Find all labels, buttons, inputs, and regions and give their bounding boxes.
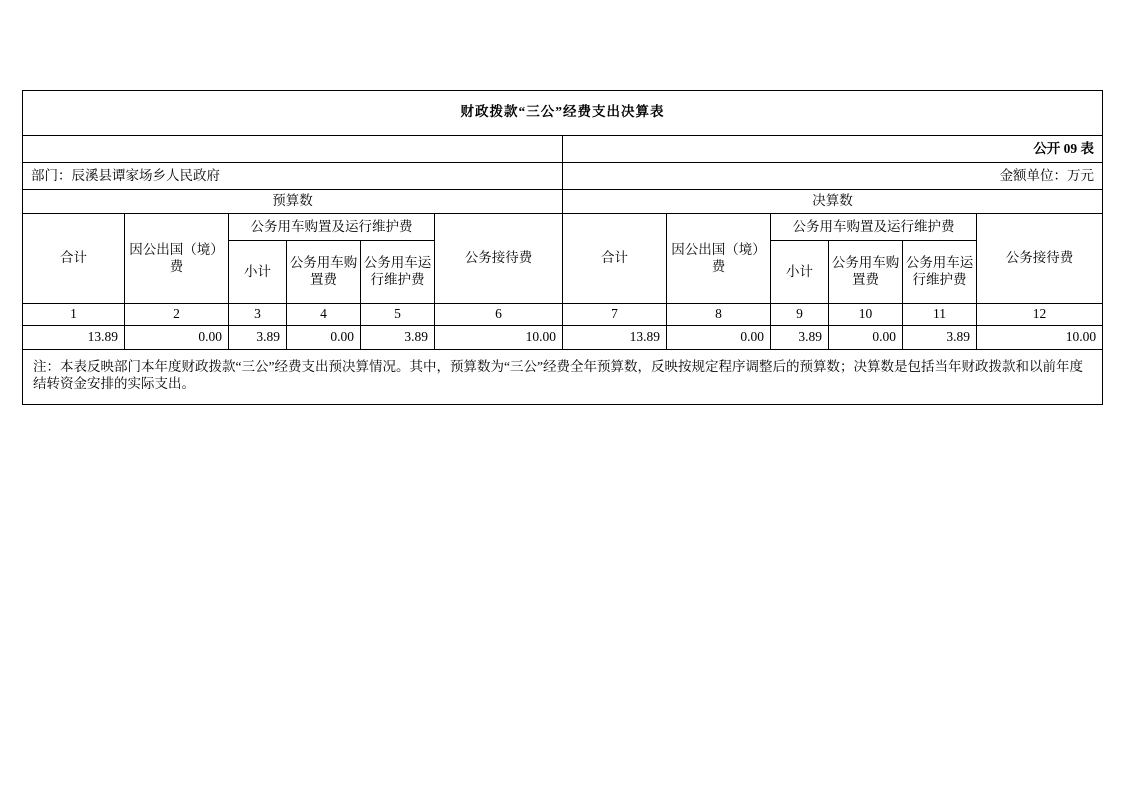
column-number: 7 [563, 304, 667, 326]
header-budget-vehicle-group: 公务用车购置及运行维护费 [229, 214, 435, 241]
column-number: 3 [229, 304, 287, 326]
header-final-vehicle-purchase: 公务用车购置费 [829, 241, 903, 304]
header-budget-vehicle-operation: 公务用车运行维护费 [361, 241, 435, 304]
column-number: 4 [287, 304, 361, 326]
value-cell: 0.00 [667, 326, 771, 350]
form-number: 公开 09 表 [563, 136, 1103, 163]
header-final-total: 合计 [563, 214, 667, 304]
column-number: 8 [667, 304, 771, 326]
three-public-expenses-table [22, 90, 1103, 405]
header-budget-total: 合计 [23, 214, 125, 304]
column-number: 9 [771, 304, 829, 326]
value-cell: 13.89 [563, 326, 667, 350]
table-row [23, 326, 1103, 350]
header-budget-reception: 公务接待费 [435, 214, 563, 304]
group-header-final: 决算数 [563, 190, 1103, 214]
column-number: 11 [903, 304, 977, 326]
column-number: 12 [977, 304, 1103, 326]
title-row [23, 91, 1103, 136]
amount-unit-label: 金额单位：万元 [563, 163, 1103, 190]
header-final-vehicle-operation: 公务用车运行维护费 [903, 241, 977, 304]
column-number: 10 [829, 304, 903, 326]
form-number-row [23, 136, 1103, 163]
value-cell: 3.89 [771, 326, 829, 350]
column-number: 6 [435, 304, 563, 326]
column-number-row [23, 304, 1103, 326]
header-budget-abroad: 因公出国（境）费 [125, 214, 229, 304]
column-number: 2 [125, 304, 229, 326]
column-number: 5 [361, 304, 435, 326]
note-row [23, 350, 1103, 405]
spacer-cell [23, 136, 563, 163]
value-cell: 3.89 [903, 326, 977, 350]
header-budget-vehicle-subtotal: 小计 [229, 241, 287, 304]
page-title: 财政拨款“三公”经费支出决算表 [23, 91, 1103, 136]
value-cell: 0.00 [829, 326, 903, 350]
group-header-row [23, 190, 1103, 214]
value-cell: 3.89 [361, 326, 435, 350]
value-cell: 10.00 [435, 326, 563, 350]
table-note: 注：本表反映部门本年度财政拨款“三公”经费支出预决算情况。其中，预算数为“三公”经费全年预算数，反映按规定程序调整后的预算数；决算数是包括当年财政拨款和以前年度结转资金安排的实际支出。 [23, 350, 1103, 405]
header-final-vehicle-group: 公务用车购置及运行维护费 [771, 214, 977, 241]
value-cell: 3.89 [229, 326, 287, 350]
value-cell: 0.00 [287, 326, 361, 350]
header-budget-vehicle-purchase: 公务用车购置费 [287, 241, 361, 304]
value-cell: 10.00 [977, 326, 1103, 350]
value-cell: 0.00 [125, 326, 229, 350]
header-final-reception: 公务接待费 [977, 214, 1103, 304]
financial-statement-sheet [22, 90, 1102, 405]
department-label: 部门：辰溪县谭家场乡人民政府 [23, 163, 563, 190]
column-header-row-1 [23, 214, 1103, 241]
group-header-budget: 预算数 [23, 190, 563, 214]
department-row [23, 163, 1103, 190]
header-final-vehicle-subtotal: 小计 [771, 241, 829, 304]
value-cell: 13.89 [23, 326, 125, 350]
column-number: 1 [23, 304, 125, 326]
header-final-abroad: 因公出国（境）费 [667, 214, 771, 304]
